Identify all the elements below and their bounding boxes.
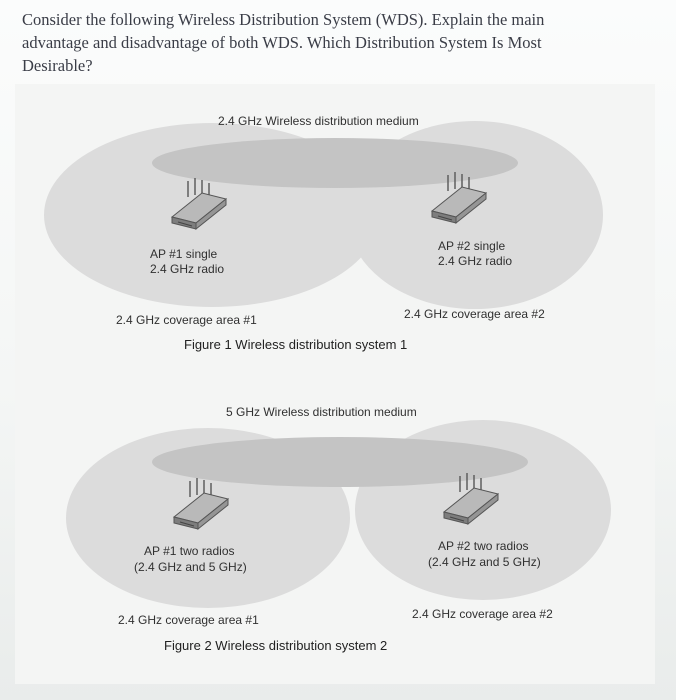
ap2-label: AP #2 single <box>438 239 506 253</box>
figure-1 <box>44 114 603 352</box>
ap2-label: (2.4 GHz and 5 GHz) <box>428 555 541 569</box>
question-line: Desirable? <box>22 56 93 75</box>
question-line: advantage and disadvantage of both WDS. Which Distribution System Is Most <box>22 33 542 52</box>
ap1-label: AP #1 two radios <box>144 544 235 558</box>
ap2-label: 2.4 GHz radio <box>438 254 513 268</box>
figure-2-caption: Figure 2 Wireless distribution system 2 <box>164 638 388 653</box>
figure-1-caption: Figure 1 Wireless distribution system 1 <box>184 337 408 352</box>
question-line: Consider the following Wireless Distribution System (WDS). Explain the main <box>22 10 545 29</box>
ap1-label: (2.4 GHz and 5 GHz) <box>134 560 247 574</box>
ap1-label: AP #1 single <box>150 247 218 261</box>
distribution-medium-fig2 <box>152 437 528 487</box>
coverage-label-1: 2.4 GHz coverage area #1 <box>118 613 259 627</box>
coverage-label-2: 2.4 GHz coverage area #2 <box>404 307 545 321</box>
figure-2 <box>66 405 611 653</box>
medium-label-fig1: 2.4 GHz Wireless distribution medium <box>218 114 419 128</box>
distribution-medium-fig1 <box>152 138 518 188</box>
ap2-label: AP #2 two radios <box>438 539 529 553</box>
coverage-label-1: 2.4 GHz coverage area #1 <box>116 313 257 327</box>
ap1-label: 2.4 GHz radio <box>150 262 225 276</box>
coverage-label-2: 2.4 GHz coverage area #2 <box>412 607 553 621</box>
medium-label-fig2: 5 GHz Wireless distribution medium <box>226 405 417 419</box>
